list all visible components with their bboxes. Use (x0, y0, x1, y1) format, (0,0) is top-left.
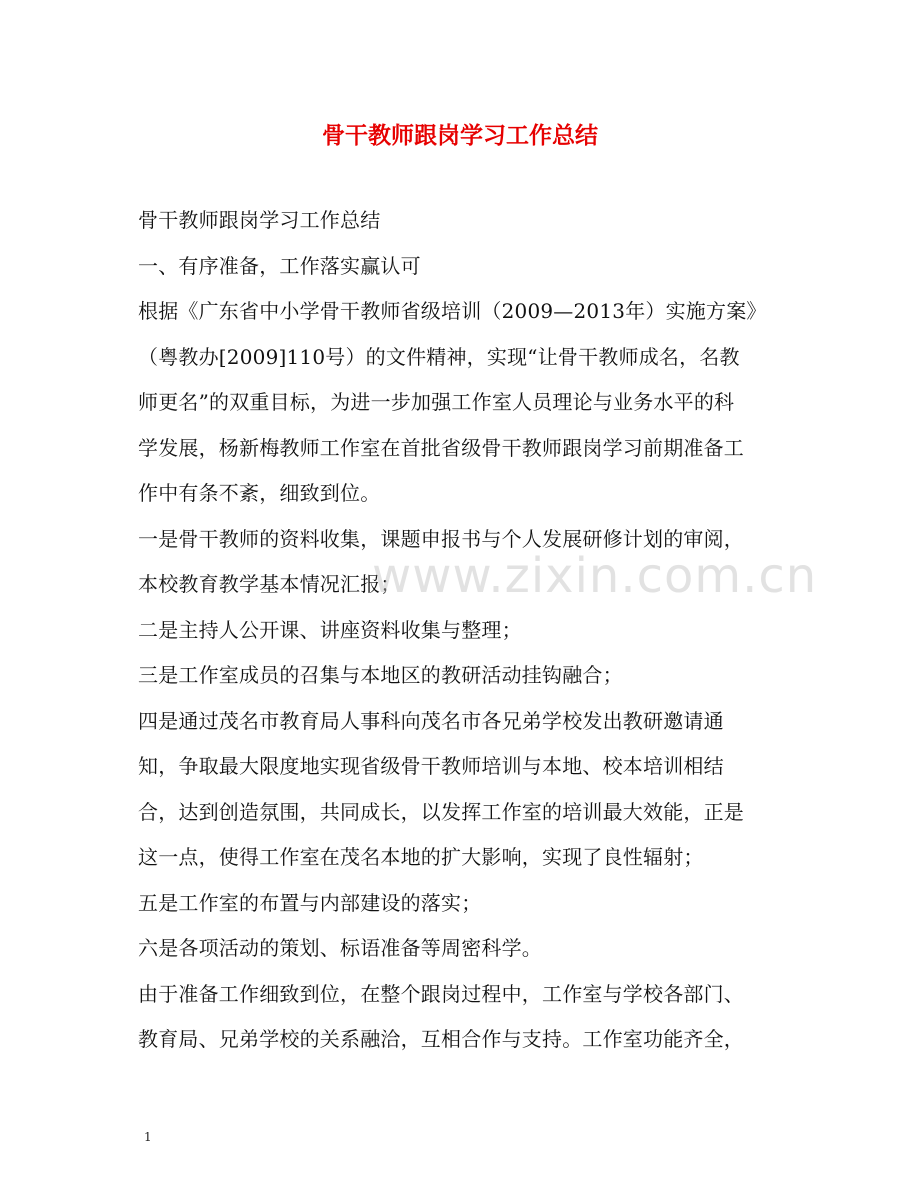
body-line: 骨干教师跟岗学习工作总结 (138, 208, 381, 232)
body-line: 这一点，使得工作室在茂名本地的扩大影响，实现了良性辐射； (138, 845, 704, 869)
body-line: 教育局、兄弟学校的关系融洽，互相合作与支持。工作室功能齐全， (138, 1027, 744, 1051)
body-line: 六是各项活动的策划、标语准备等周密科学。 (138, 936, 542, 960)
body-line: 合，达到创造氛围，共同成长，以发挥工作室的培训最大效能，正是 (138, 799, 744, 824)
body-line: 作中有条不紊，细致到位。 (138, 481, 381, 505)
body-line: 四是通过茂名市教育局人事科向茂名市各兄弟学校发出教研邀请通 (138, 708, 724, 733)
body-line: 由于准备工作细致到位，在整个跟岗过程中，工作室与学校各部门、 (138, 981, 744, 1006)
body-line: 一是骨干教师的资料收集，课题申报书与个人发展研修计划的审阅， (138, 526, 744, 551)
section-heading: 一、有序准备，工作落实赢认可 (138, 253, 421, 278)
body-line: 学发展，杨新梅教师工作室在首批省级骨干教师跟岗学习前期准备工 (138, 435, 744, 460)
document-body (138, 198, 788, 1063)
body-line: 师更名”的双重目标，为进一步加强工作室人员理论与业务水平的科 (138, 390, 735, 414)
body-line: 二是主持人公开课、讲座资料收集与整理； (138, 617, 522, 642)
body-line: 本校教育教学基本情况汇报； (138, 572, 401, 596)
body-line: （粤教办[2009]110号）的文件精神，实现“让骨干教师成名，名教 (138, 344, 740, 369)
page-number: 1 (144, 1130, 152, 1144)
body-line: 三是工作室成员的召集与本地区的教研活动挂钩融合； (138, 663, 623, 687)
body-line: 知，争取最大限度地实现省级骨干教师培训与本地、校本培训相结 (138, 754, 724, 778)
watermark: www.zixin.com.cn (372, 548, 818, 604)
document-title: 骨干教师跟岗学习工作总结 (322, 122, 598, 149)
body-line: 五是工作室的布置与内部建设的落实； (138, 890, 482, 915)
body-line: 根据《广东省中小学骨干教师省级培训（2009—2013年）实施方案》 (138, 299, 767, 323)
